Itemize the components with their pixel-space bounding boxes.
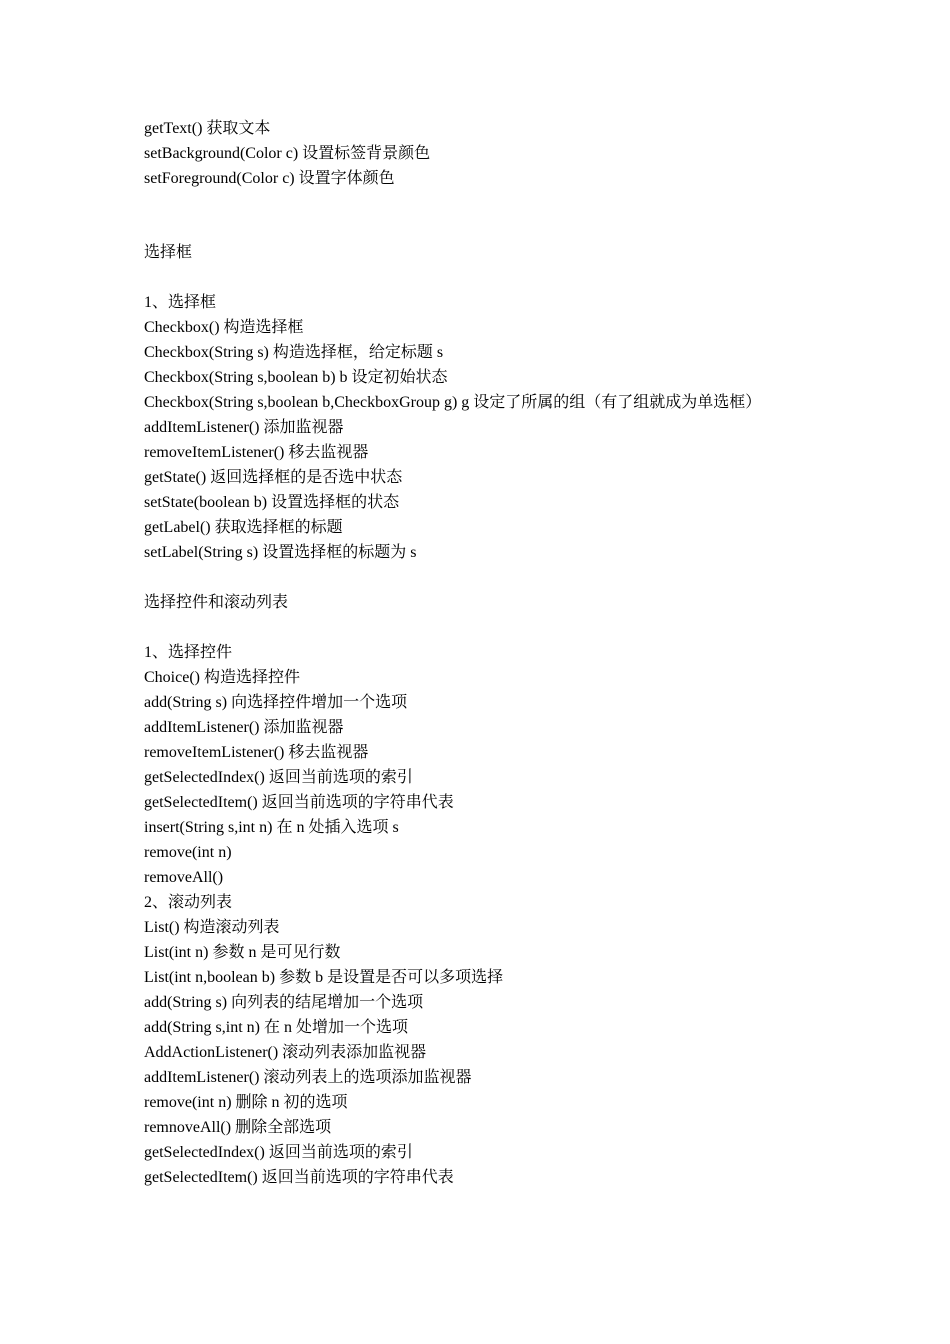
method-line: remnoveAll() 删除全部选项 (144, 1119, 332, 1136)
method-line: insert(String s,int n) 在 n 处插入选项 s (144, 819, 399, 836)
method-line: removeItemListener() 移去监视器 (144, 444, 369, 461)
method-line: add(String s) 向列表的结尾增加一个选项 (144, 994, 424, 1011)
subheading: 1、选择框 (144, 294, 217, 311)
method-line: getSelectedItem() 返回当前选项的字符串代表 (144, 794, 454, 811)
method-line: addItemListener() 添加监视器 (144, 419, 344, 436)
subheading: 2、滚动列表 (144, 894, 233, 911)
method-line: Choice() 构造选择控件 (144, 669, 300, 686)
section-title: 选择控件和滚动列表 (144, 594, 289, 611)
method-line: Checkbox(String s,boolean b) b 设定初始状态 (144, 369, 448, 386)
method-line: getSelectedIndex() 返回当前选项的索引 (144, 769, 413, 786)
method-line: setState(boolean b) 设置选择框的状态 (144, 494, 400, 511)
method-line: List(int n,boolean b) 参数 b 是设置是否可以多项选择 (144, 969, 504, 986)
method-line: add(String s) 向选择控件增加一个选项 (144, 694, 408, 711)
method-line: getSelectedIndex() 返回当前选项的索引 (144, 1144, 413, 1161)
method-line: List(int n) 参数 n 是可见行数 (144, 944, 341, 961)
subheading: 1、选择控件 (144, 644, 233, 661)
method-line: addItemListener() 滚动列表上的选项添加监视器 (144, 1069, 472, 1086)
method-line: removeAll() (144, 869, 224, 886)
method-line: Checkbox(String s,boolean b,CheckboxGroup g) g 设定了所属的组（有了组就成为单选框） (144, 394, 762, 411)
method-line: Checkbox() 构造选择框 (144, 319, 304, 336)
choice-list-section (144, 590, 844, 1190)
method-line: setForeground(Color c) 设置字体颜色 (144, 170, 395, 187)
method-line: Checkbox(String s) 构造选择框，给定标题 s (144, 344, 444, 361)
method-line: getLabel() 获取选择框的标题 (144, 519, 343, 536)
spacer (144, 565, 844, 590)
method-line: removeItemListener() 移去监视器 (144, 744, 369, 761)
method-line: setBackground(Color c) 设置标签背景颜色 (144, 145, 431, 162)
method-line: add(String s,int n) 在 n 处增加一个选项 (144, 1019, 408, 1036)
section-title: 选择框 (144, 244, 193, 261)
label-methods-block (144, 116, 844, 191)
method-line: List() 构造滚动列表 (144, 919, 280, 936)
spacer (144, 265, 844, 290)
spacer (144, 615, 844, 640)
method-line: AddActionListener() 滚动列表添加监视器 (144, 1044, 427, 1061)
method-line: addItemListener() 添加监视器 (144, 719, 344, 736)
method-line: remove(int n) 删除 n 初的选项 (144, 1094, 348, 1111)
spacer (144, 191, 844, 240)
method-line: getText() 获取文本 (144, 120, 271, 137)
checkbox-section (144, 240, 844, 565)
method-line: getSelectedItem() 返回当前选项的字符串代表 (144, 1169, 454, 1186)
method-line: remove(int n) (144, 844, 232, 861)
method-line: setLabel(String s) 设置选择框的标题为 s (144, 544, 417, 561)
document-page (144, 116, 844, 1190)
method-line: getState() 返回选择框的是否选中状态 (144, 469, 403, 486)
